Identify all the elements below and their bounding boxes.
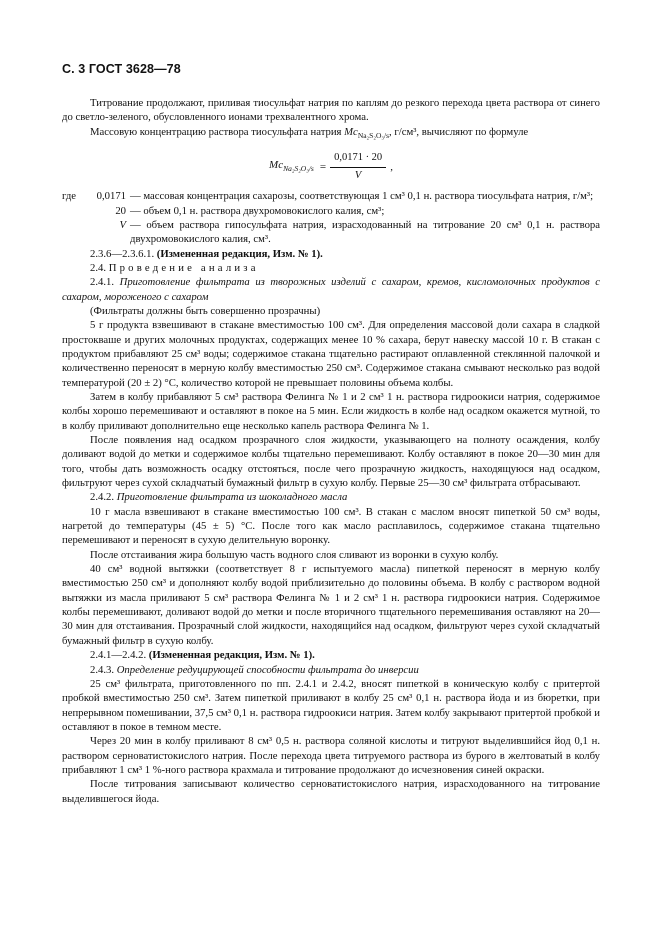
legend-dash: — — [130, 204, 141, 217]
paragraph-2-4-1-a: 5 г продукта взвешивают в стакане вместимостью 100 см³. Для определения массовой доли сахара в сладкой простокваше и других молочных продуктах, содержащих менее 10 % сахара, берут навеску массой 10 г. В стакан с продуктом прибавляют 25 см³ воды; содержимое стакана тщательно растирают оплавленной стеклянной палочкой и количественно переносят в мерную колбу вместимостью 250 см³. Содержимое стакана смывают несколько раз водой температурой (20 ± 2) °С, количество которой не превышает половины объема колбы. — [62, 319, 600, 389]
paragraph-2-4-1-b: Затем в колбу прибавляют 5 см³ раствора Фелинга № 1 и 2 см³ 1 н. раствора гидроокиси натрия, содержимое колбы хорошо перемешивают и оставляют в покое на 5 мин. Если жидкость в колбе над осадком окажется мутной, то в колбу приливают дополнительно еще несколько капель раствора Фелинга № 1. — [62, 390, 600, 432]
section-number: 2.4.1—2.4.2. — [90, 649, 147, 662]
paragraph-titration: Титрование продолжают, приливая тиосульфат натрия по каплям до резкого перехода цвета раствора от синего до светло-зеленого, обусловленного ионами трехвалентного хрома. — [62, 97, 600, 124]
amendment-note: (Измененная редакция, Изм. № 1). — [148, 649, 315, 662]
section-2-3-6 — [62, 247, 600, 261]
section-2-4-1-2-4-2 — [62, 648, 600, 662]
formula-fraction — [330, 151, 386, 183]
section-2-4-1-note: (Фильтраты должны быть совершенно прозрачны) — [90, 304, 321, 317]
formula-lhs-subscript: Na₂S₂O₃/s — [283, 164, 314, 174]
formula-tail: , — [390, 161, 393, 173]
formula-numerator: 0,0171 · 20 — [330, 151, 386, 167]
legend-desc: объем 0,1 н. раствора двухромовокислого калия, см³; — [143, 204, 385, 217]
formula-lhs — [269, 158, 314, 177]
legend-lead — [62, 218, 90, 247]
legend-symbol: 0,0171 — [96, 190, 126, 203]
section-2-4-2 — [62, 490, 600, 504]
document-body — [62, 96, 600, 806]
section-title: Проведение анализа — [108, 261, 259, 274]
paragraph-2-4-2-c: 40 см³ водной вытяжки (соответствует 8 г испытуемого масла) пипеткой переносят в мерную колбу вместимостью 250 см³ и дополняют колбу водой приблизительно до половины объема. В колбу с раствором водной вытяжки из масла приливают 5 см³ раствора Фелинга № 1 и 2 см³ 1 н. раствора гидроокиси натрия. Содержимое колбы перемешивают, доливают водой до метки и после вторичного тщательного перемешивания оставляют на 20—30 мин для отстаивания. Прозрачный слой жидкости, находящийся над осадком, фильтруют через сухой складчатый бумажный фильтр в сухую колбу. — [62, 563, 600, 647]
legend-text — [130, 204, 600, 218]
page-header: С. 3 ГОСТ 3628—78 — [62, 62, 181, 76]
legend-dash: — — [130, 218, 141, 231]
formula-denominator: V — [354, 169, 362, 181]
section-number: 2.3.6—2.3.6.1. — [90, 247, 155, 260]
paragraph-2-4-1-c: После появления над осадком прозрачного слоя жидкости, указывающего на полноту осаждения, колбу доливают водой до метки и содержимое колбы тщательно перемешивают. Колбу оставляют в покое 20—30 мин для того, чтобы дать возможность осадку отстояться, после чего прозрачную жидкость, находящуюся над осадком, фильтруют через сухой складчатый бумажный фильтр в сухую колбу. Первые 25—30 см³ фильтрата отбрасывают. — [62, 434, 600, 490]
section-2-4 — [62, 261, 600, 275]
section-number: 2.4. — [90, 261, 107, 274]
legend-lead: где — [62, 190, 77, 203]
section-number: 2.4.3. — [90, 663, 115, 676]
formula — [62, 147, 600, 187]
amendment-note: (Измененная редакция, Изм. № 1). — [156, 247, 323, 260]
legend-lead — [62, 204, 90, 218]
paragraph-concentration — [62, 125, 600, 143]
concentration-subscript: Na₂S₂O₃/s — [357, 130, 389, 140]
section-title: Приготовление фильтрата из шоколадного масла — [116, 491, 348, 504]
concentration-symbol: Mc — [344, 125, 358, 138]
formula-lhs-symbol: Mc — [269, 158, 284, 171]
paragraph-2-4-2-b: После отстаивания жира большую часть водного слоя сливают из воронки в сухую колбу. — [90, 548, 499, 561]
paragraph-2-4-3-b: Через 20 мин в колбу приливают 8 см³ 0,5 н. раствора соляной кислоты и титруют выделившийся йод 0,1 н. раствором серноватистокислого натрия. После перехода цвета титруемого раствора из бурого в желтоватый в колбу прибавляют 1 см³ 1 %-ного раствора крахмала и титрование продолжают до исчезновения синей окраски. — [62, 735, 600, 776]
legend-desc: массовая концентрация сахарозы, соответствующая 1 см³ 0,1 н. раствора тиосульфата натрия, г/м³; — [143, 190, 594, 203]
formula-equals: = — [319, 161, 327, 173]
concentration-text: Массовую концентрацию раствора тиосульфата натрия — [90, 125, 342, 138]
paragraph-2-4-3-c: После титрования записывают количество серноватистокислого натрия, израсходованного на титрование выделившегося йода. — [62, 778, 600, 805]
legend-text — [130, 218, 600, 247]
section-number: 2.4.1. — [90, 276, 115, 289]
legend-symbol: 20 — [115, 204, 126, 217]
section-title: Определение редуцирующей способности фильтрата до инверсии — [116, 663, 419, 676]
section-2-4-3 — [62, 663, 600, 677]
section-title: Приготовление фильтрата из творожных изделий с сахаром, кремов, кисломолочных продуктов с сахаром, мороженого с сахаром — [62, 276, 600, 303]
legend-desc: объем раствора гипосульфата натрия, израсходованный на титрование 20 см³ 0,1 н. раствора двухромовокислого калия, см³. — [130, 218, 601, 246]
legend-text — [130, 189, 600, 203]
legend-dash: — — [130, 190, 141, 203]
formula-legend — [62, 189, 600, 246]
section-2-4-1 — [62, 275, 600, 304]
paragraph-2-4-2-a: 10 г масла взвешивают в стакане вместимостью 100 см³. В стакан с маслом вносят пипеткой 50 см³ воды, нагретой до температуры (45 ± 5) °С. После того как масло расплавилось, содержимое стакана тщательно перемешивают и переносят в сухую делительную воронку. — [62, 505, 600, 547]
paragraph-2-4-3-a: 25 см³ фильтрата, приготовленного по пп. 2.4.1 и 2.4.2, вносят пипеткой в коническую колбу с притертой пробкой вместимостью 250 см³. Затем пипеткой приливают в колбу 25 см³ 0,1 н. раствора йода и из бюретки, при непрерывном помешивании, 37,5 см³ 0,1 н. раствора гидроокиси натрия. Затем колбу закрывают притертой пробкой и оставляют в покое в темном месте. — [62, 677, 600, 733]
section-number: 2.4.2. — [90, 491, 115, 504]
legend-symbol: V — [119, 218, 126, 231]
concentration-after: , г/см³, вычисляют по формуле — [389, 125, 529, 138]
